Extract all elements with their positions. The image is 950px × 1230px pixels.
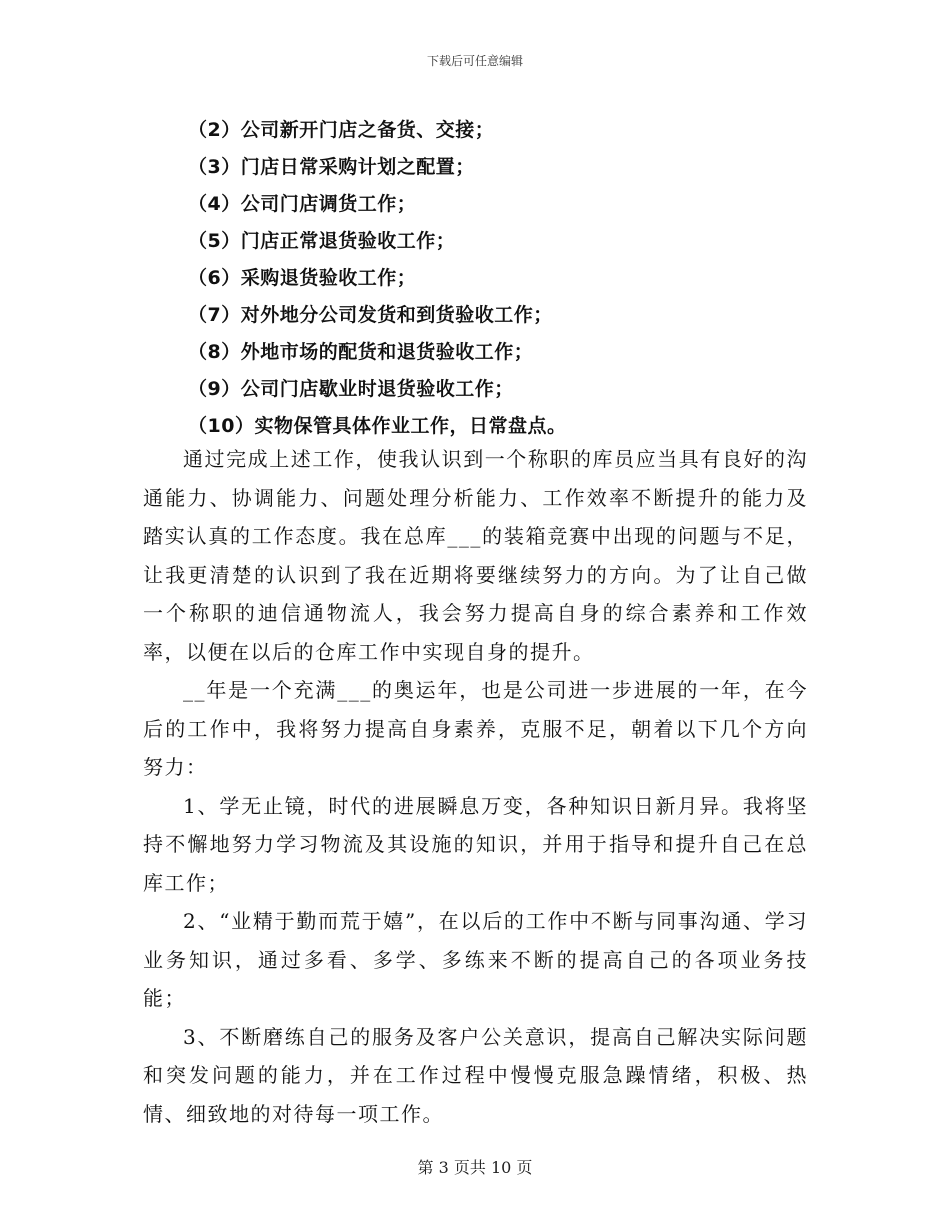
list-item: （4）公司门店调货工作；	[188, 193, 417, 215]
body-text	[143, 440, 808, 1133]
list-item: （9）公司门店歇业时退货验收工作；	[188, 378, 514, 400]
page-number: 第 3 页共 10 页	[417, 1158, 533, 1177]
list-item: （3）门店日常采购计划之配置；	[188, 156, 475, 178]
paragraph-goal-3: 3、不断磨练自己的服务及客户公关意识，提高自己解决实际问题和突发问题的能力，并在工作过程中慢慢克服急躁情绪，积极、热情、细致地的对待每一项工作。	[143, 1024, 808, 1126]
paragraph-summary: 通过完成上述工作，使我认识到一个称职的库员应当具有良好的沟通能力、协调能力、问题处理分析能力、工作效率不断提升的能力及踏实认真的工作态度。我在总库___的装箱竞赛中出现的问题与不足，让我更清楚的认识到了我在近期将要继续努力的方向。为了让自己做一个称职的迪信通物流人，我会努力提高自身的综合素养和工作效率，以便在以后的仓库工作中实现自身的提升。	[143, 447, 808, 664]
paragraph-goal-2: 2、“业精于勤而荒于嬉”，在以后的工作中不断与同事沟通、学习业务知识，通过多看、多学、多练来不断的提高自己的各项业务技能；	[143, 909, 808, 1010]
paragraph-outlook: __年是一个充满___的奥运年，也是公司进一步进展的一年，在今后的工作中，我将努力提高自身素养，克服不足，朝着以下几个方向努力：	[143, 678, 808, 779]
list-item: （8）外地市场的配货和退货验收工作；	[188, 341, 534, 363]
page-header-note: 下载后可任意编辑	[426, 54, 523, 68]
list-item: （10）实物保管具体作业工作，日常盘点。	[188, 415, 567, 437]
list-item: （6）采购退货验收工作；	[188, 267, 417, 289]
list-item: （2）公司新开门店之备货、交接；	[188, 119, 495, 141]
list-item: （5）门店正常退货验收工作；	[188, 230, 456, 252]
duty-list	[188, 112, 828, 445]
list-item: （7）对外地分公司发货和到货验收工作；	[188, 304, 553, 326]
paragraph-goal-1: 1、学无止镜，时代的进展瞬息万变，各种知识日新月异。我将坚持不懈地努力学习物流及其设施的知识，并用于指导和提升自己在总库工作；	[143, 793, 808, 895]
